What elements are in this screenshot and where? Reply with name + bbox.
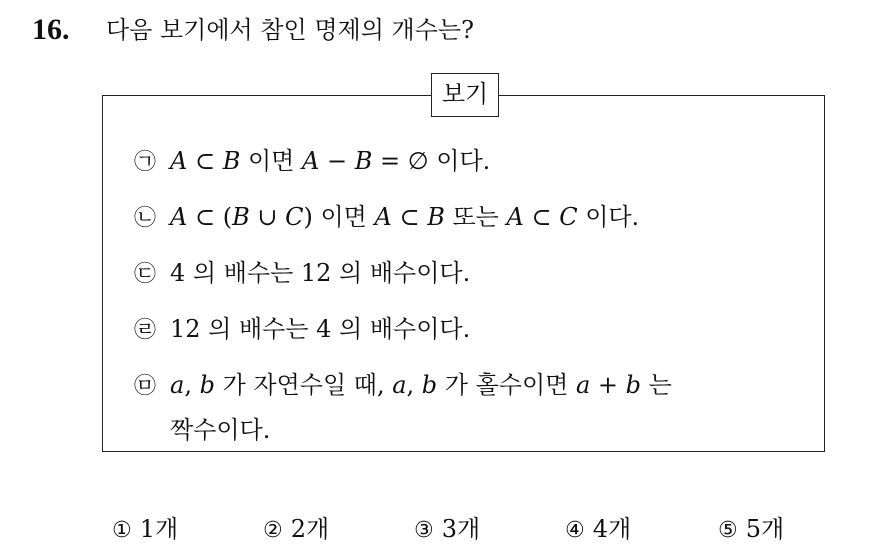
- math-var: A: [374, 203, 392, 231]
- math-op: ⊂: [391, 203, 428, 231]
- item-marker: ㉤: [134, 374, 157, 399]
- choice-marker: ④: [565, 518, 585, 543]
- item-text: 또는: [444, 203, 507, 231]
- math-op: −: [319, 147, 355, 175]
- item-text: 는: [641, 371, 672, 399]
- choice-3[interactable]: [414, 512, 480, 548]
- math-op: ⊂ (: [187, 203, 233, 231]
- math-op: ⊂: [523, 203, 560, 231]
- math-var: A: [506, 203, 524, 231]
- math-var: a: [392, 371, 407, 399]
- choice-marker: ⑤: [718, 518, 738, 543]
- item-marker: ㉣: [134, 318, 157, 343]
- math-var: a: [170, 371, 185, 399]
- math-var: b: [625, 371, 642, 399]
- math-op: ⊂: [187, 147, 223, 175]
- item-text: ) 이면: [303, 203, 375, 231]
- item-text: 이면: [240, 147, 302, 175]
- math-var: b: [421, 371, 438, 399]
- bogi-item-4: [134, 312, 470, 348]
- math-var: A: [170, 147, 188, 175]
- math-var: B: [232, 203, 250, 231]
- item-text: = ∅ 이다.: [372, 147, 491, 175]
- choice-1[interactable]: [112, 512, 178, 548]
- item-marker: ㉢: [134, 262, 157, 287]
- choice-label: 4개: [592, 515, 632, 543]
- math-op: ∪: [249, 203, 286, 231]
- bogi-item-3: [134, 256, 470, 292]
- choice-5[interactable]: [718, 512, 784, 548]
- item-text: ,: [406, 371, 422, 399]
- math-var: A: [302, 147, 320, 175]
- bogi-item-2: [134, 200, 639, 236]
- choice-2[interactable]: [263, 512, 329, 548]
- choice-label: 2개: [290, 515, 330, 543]
- item-text: 가 자연수일 때,: [214, 371, 393, 399]
- item-text: ,: [184, 371, 200, 399]
- item-continuation: 짝수이다.: [170, 416, 271, 444]
- bogi-label: 보기: [431, 73, 499, 117]
- math-var: A: [170, 203, 188, 231]
- math-var: B: [354, 147, 373, 175]
- bogi-item-5: [134, 368, 672, 447]
- math-var: B: [427, 203, 445, 231]
- item-marker: ㉠: [134, 150, 157, 175]
- math-var: C: [559, 203, 578, 231]
- choice-label: 3개: [441, 515, 481, 543]
- math-var: B: [222, 147, 241, 175]
- item-text: 12 의 배수는 4 의 배수이다.: [170, 315, 471, 343]
- choice-4[interactable]: [565, 512, 631, 548]
- math-op: +: [590, 371, 626, 399]
- item-text: 가 홀수이면: [437, 371, 576, 399]
- item-text: 4 의 배수는 12 의 배수이다.: [170, 259, 471, 287]
- bogi-item-1: [134, 144, 490, 180]
- math-var: a: [575, 371, 591, 399]
- math-var: b: [199, 371, 215, 399]
- question-text: 다음 보기에서 참인 명제의 개수는?: [106, 16, 474, 44]
- item-text: 이다.: [577, 203, 640, 231]
- choice-label: 5개: [745, 515, 785, 543]
- choice-marker: ①: [112, 518, 132, 543]
- item-marker: ㉡: [134, 206, 157, 231]
- math-var: C: [285, 203, 304, 231]
- choice-marker: ②: [263, 518, 283, 543]
- choice-label: 1개: [139, 515, 179, 543]
- choice-marker: ③: [414, 518, 434, 543]
- question-number: 16.: [32, 13, 70, 46]
